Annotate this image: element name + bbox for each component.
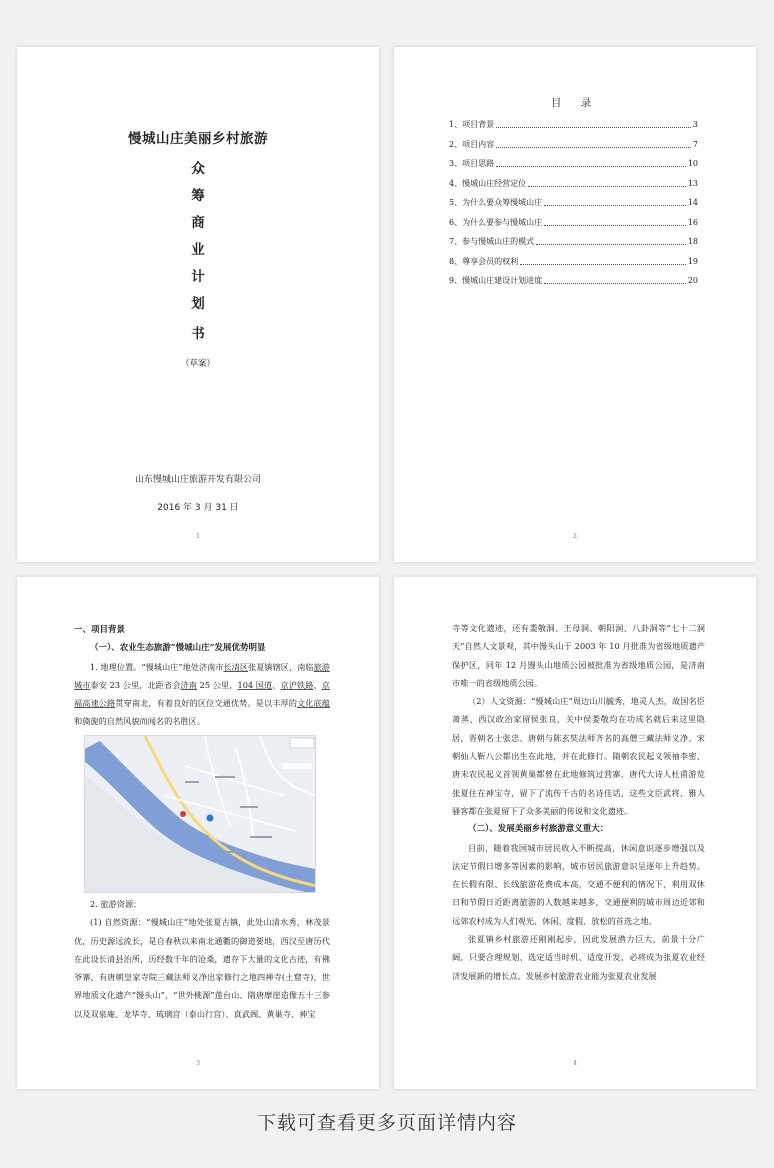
section-heading: 一、项目背景	[74, 625, 126, 635]
cover-title-char: 众	[191, 161, 205, 177]
toc-leader	[536, 244, 686, 245]
toc-item[interactable]	[449, 135, 698, 155]
toc-item[interactable]	[449, 174, 698, 194]
toc-item[interactable]	[449, 252, 698, 272]
page-number: 2	[573, 533, 577, 540]
toc-item-label: 9、慢城山庄建设计划进度	[449, 276, 543, 285]
cover-title: 慢城山庄美丽乡村旅游	[128, 131, 268, 147]
paragraph: 2. 旅游资源：	[90, 899, 142, 909]
toc-item[interactable]	[449, 154, 698, 174]
content-page-3	[17, 577, 379, 1089]
map-pin-icon	[207, 815, 214, 822]
toc-item-page: 13	[687, 178, 698, 188]
toc-item-label: 7、参与慢城山庄的模式	[449, 237, 535, 246]
map-marker-icon	[180, 811, 186, 817]
toc-item-page: 14	[687, 198, 698, 207]
company-name: 山东慢城山庄旅游开发有限公司	[134, 475, 261, 485]
toc-leader	[544, 283, 686, 284]
paragraph: 1. 地理位置。“慢城山庄”地处济南市长清区张夏镇辖区，南临旅游城市泰安 23 公里，北距省会济南 25 公里，104 国道、京沪铁路、京福高速公路贯穿南北，有着良好的区位交通优势。是以丰厚的文化底蕴和旖旎的自然风貌而闻名的名胜区。	[74, 661, 330, 727]
toc-leader	[528, 186, 686, 187]
cover-title-char: 计	[191, 269, 205, 285]
paragraph: （2）人文资源：“慢城山庄”周边山川毓秀，地灵人杰，故国名臣萧蒸、西汉政治家留侯张良，关中侯娄敬均在功成名就后来这里隐居，晋朝名士张忠、唐朝与陈玄奘法师齐名的高僧三藏法师义净、宋朝仙人靳八公都出生在此地，并在此修行。隋朝农民起义领袖李密、唐末农民起义首领黄巢都曾在此地修筑过营寨，唐代大诗人杜甫游览张夏住在神宝寺，留下了流传千古的名诗佳话，这些文臣武将、雅人骚客都在张夏留下了众多美丽的传说和文化遗迹。	[452, 696, 705, 816]
toc-item-page: 10	[687, 159, 698, 168]
toc-item[interactable]	[449, 115, 698, 135]
toc-item[interactable]	[449, 271, 698, 291]
toc-item-label: 1、项目背景	[449, 120, 495, 129]
toc-leader	[496, 127, 691, 128]
toc-leader	[544, 205, 686, 206]
cover-title-char: 书	[191, 326, 205, 342]
toc-page	[394, 47, 756, 562]
cover-date: 2016 年 3 月 31 日	[157, 503, 239, 513]
toc-title: 目 录	[550, 97, 600, 109]
page3-bottom-text	[74, 895, 330, 1023]
page3-top-text	[74, 621, 330, 731]
draft-label: （草案）	[180, 359, 215, 369]
toc-item-label: 2、项目内容	[449, 139, 495, 149]
toc-item-label: 4、慢城山庄经营定位	[449, 178, 527, 188]
toc-item-label: 5、为什么要众筹慢城山庄	[449, 198, 543, 207]
section-subheading: （一）、农业生态旅游“慢城山庄”发展优势明显	[90, 643, 266, 654]
location-map[interactable]	[84, 735, 316, 893]
page-number: 3	[196, 1060, 200, 1067]
cover-title-char: 筹	[191, 188, 205, 204]
toc-item-page: 16	[687, 217, 698, 227]
paragraph: 目前，随着我国城市居民收入不断提高，休闲意识逐步增强以及法定节假日增多等因素的影响，城市居民旅游意识呈逐年上升趋势。在长假有限、长线旅游花费成本高，交通不便利的情况下，利用双休日和节假日近距离旅游的人数越来越多，交通便利的城市周边近郊和远郊农村成为人们观光、休闲、度假、放松的首选之地。	[452, 842, 705, 926]
cover-title-char: 业	[191, 242, 205, 258]
toc-item-page: 20	[687, 276, 698, 285]
toc-item-page: 3	[692, 120, 698, 129]
toc-leader	[544, 225, 686, 226]
download-more-link[interactable]: 下载可查看更多页面详情内容	[256, 1112, 517, 1134]
toc-list	[449, 115, 698, 291]
toc-item-page: 7	[692, 139, 698, 149]
toc-item-label: 8、尊享会员的权利	[449, 256, 519, 266]
paragraph: 寺等文化遗迹，还有娄敬洞、王母洞、朝阳洞、八卦洞等“七十二洞天”自然人文景观，其中馒头山于 2003 年 10 月批准为省级地质遗产保护区，同年 12 月馒头山地质公园被批准为省级地质公园，是济南市唯一的省级地质公园。	[452, 623, 705, 688]
map-graphic	[85, 736, 316, 893]
content-page-4	[394, 577, 756, 1089]
page-number: 1	[196, 533, 200, 540]
toc-leader	[496, 166, 686, 167]
section-subheading: （二）、发展美丽乡村旅游意义重大：	[468, 824, 609, 835]
page4-text	[452, 619, 705, 985]
cover-title-char: 商	[191, 215, 205, 231]
toc-item[interactable]	[449, 213, 698, 233]
paragraph: (1) 自然资源：“慢城山庄”地处张夏古镇，此处山清水秀，林茂景优，历史源远流长，是自春秋以来南北通衢的御道要地，西汉至唐历代在此设长清县治所，历经数千年的沧桑，遗存下大量的文化古迹，有佛爷寨，有唐朝皇家寺院三藏法师义净出家修行之地四禅寺(土窟寺)，世界地质文化遗产“馒头山”，“世外桃源”莲台山、隋唐摩崖造像五十三参以及双泉庵、龙华寺、琉璃宫（泰山行宫）、真武阁、黄巢寺、神宝	[74, 917, 330, 1019]
toc-item-page: 18	[687, 237, 698, 246]
toc-leader	[496, 147, 691, 148]
page-number: 4	[573, 1060, 577, 1067]
toc-item[interactable]	[449, 232, 698, 252]
toc-item-page: 19	[687, 256, 698, 266]
cover-page	[17, 47, 379, 562]
toc-leader	[520, 264, 686, 265]
toc-item-label: 6、为什么要参与慢城山庄	[449, 217, 543, 227]
toc-item[interactable]	[449, 193, 698, 213]
paragraph: 张夏镇乡村旅游还刚刚起步，因此发展潜力巨大，前景十分广阔，只要合理规划、选定适当时机、适度开发，必将成为张夏农业经济发展新的增长点。发展乡村旅游农业能为张夏农业发展	[452, 934, 705, 981]
toc-item-label: 3、项目思路	[449, 159, 495, 168]
cover-title-char: 划	[191, 296, 205, 312]
